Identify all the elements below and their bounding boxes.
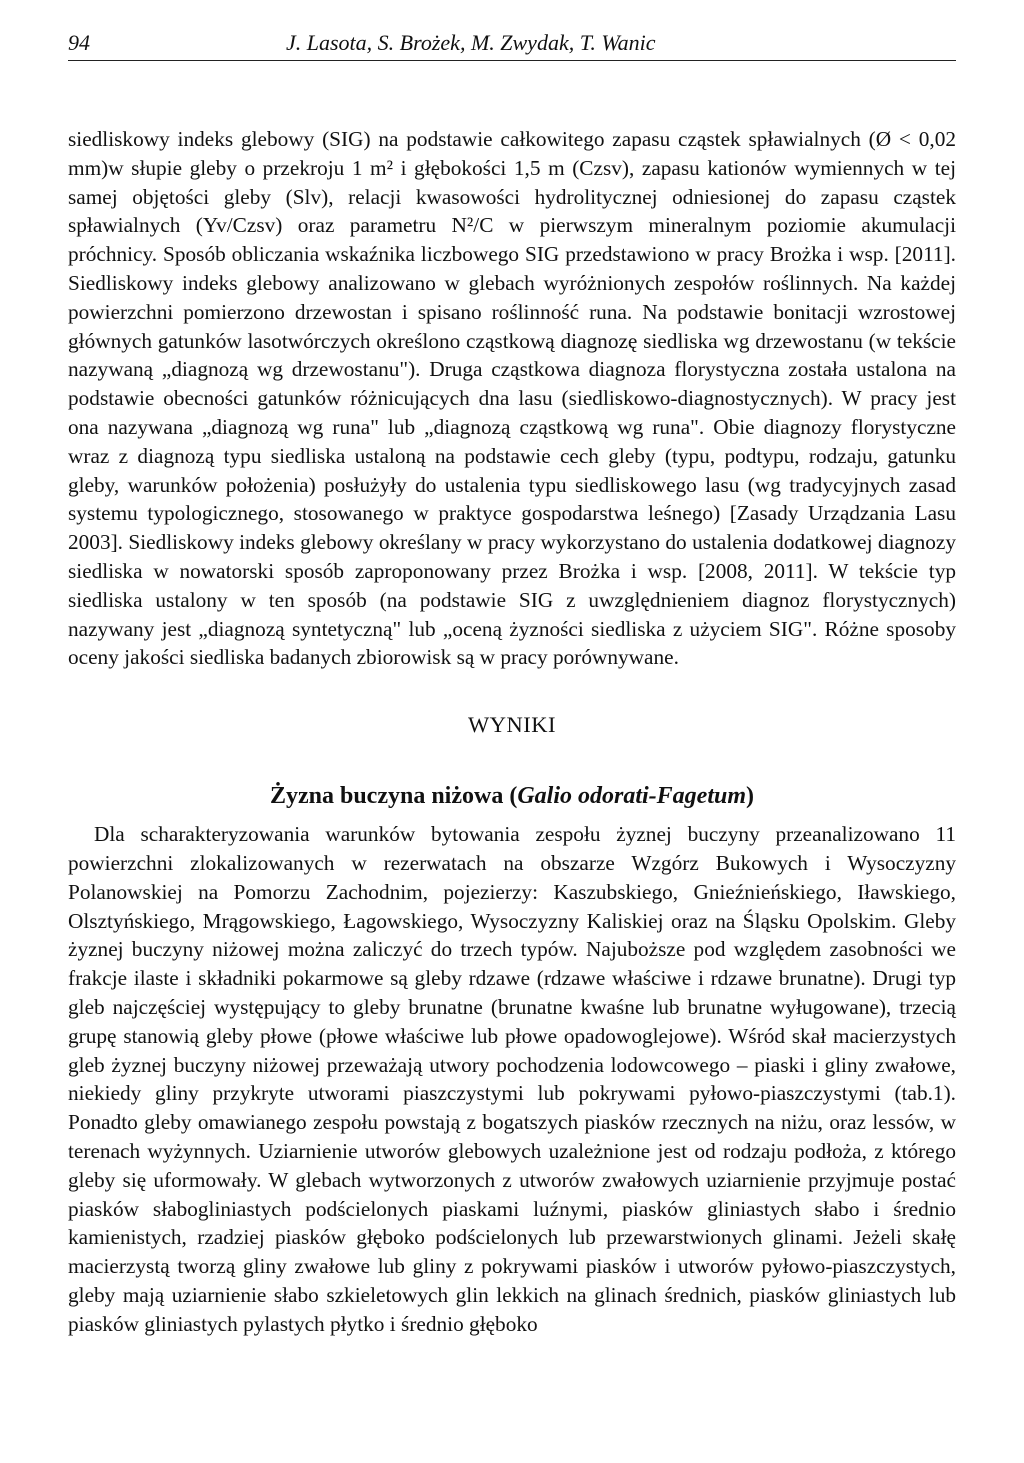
results-paragraph: Dla scharakteryzowania warunków bytowania zespołu żyznej buczyny przeanalizowano 11 powierzchni zlokalizowanych w rezerwatach na obszarze Wzgórz Bukowych i Wysoczyzny Polanowskiej na Pomorzu Zachodnim, pojezierzy: Kaszubskiego, Gnieźnieńskiego, Iławskiego, Olsztyńskiego, Mrągowskiego, Łagowskiego, Wysoczyzny Kaliskiej oraz na Śląsku Opolskim. Gleby żyznej buczyny niżowej można zaliczyć do trzech typów. Najuboższe pod względem zasobności we frakcje ilaste i składniki pokarmowe są gleby rdzawe (rdzawe właściwe i rdzawe brunatne). Drugi typ gleb najczęściej występujący to gleby brunatne (brunatne kwaśne lub brunatne wyługowane), trzecią grupę stanowią gleby płowe (płowe właściwe lub płowe opadowoglejowe). Wśród skał macierzystych gleb żyznej buczyny niżowej przeważają utwory pochodzenia lodowcowego – piaski i gliny zwałowe, niekiedy gliny przykryte utworami piaszczystymi lub pokrywami pyłowo-piaszczystymi (tab.1). Ponadto gleby omawianego zespołu powstają z bogatszych piasków rzecznych na niżu, oraz lessów, w terenach wyżynnych. Uziarnienie utworów glebowych uzależnione jest od rodzaju podłoża, z którego gleby się uformowały. W glebach wytworzonych z utworów zwałowych uziarnienie przyjmuje postać piasków słabogliniastych podścielonych piaskami luźnymi, piasków gliniastych słabo i średnio kamienistych, rzadziej piasków głęboko podścielonych lub przewarstwionych glinami. Jeżeli skałę macierzystą tworzą gliny zwałowe lub gliny z pokrywami piasków i utworów pyłowo-piaszczystych, gleby mają uziarnienie słabo szkieletowych glin lekkich na glinach średnich, piasków gliniastych lub piasków gliniastych pylastych płytko i średnio głęboko: [68, 822, 956, 1336]
subsection-title-suffix: ): [746, 783, 755, 810]
document-page: [68, 26, 956, 1338]
subsection-title-prefix: Żyzna buczyna niżowa (: [269, 783, 518, 810]
subsection-heading: [68, 780, 956, 812]
section-heading: WYNIKI: [468, 712, 556, 738]
subsection-title-latin: Galio odorati-Fagetum: [517, 783, 747, 810]
header-authors: J. Lasota, S. Brożek, M. Zwydak, T. Wanic: [286, 30, 656, 55]
running-header: [68, 26, 956, 61]
page-number: 94: [68, 30, 90, 55]
intro-paragraph: siedliskowy indeks glebowy (SIG) na podstawie całkowitego zapasu cząstek spławialnych (Ø < 0,02 mm)w słupie gleby o przekroju 1 m² i głębokości 1,5 m (Czsv), zapasu kationów wymiennych w tej samej objętości gleby (Slv), relacji kwasowości hydrolitycznej odniesionej do zapasu cząstek spławialnych (Yv/Czsv) oraz parametru N²/C w pierwszym mineralnym poziomie akumulacji próchnicy. Sposób obliczania wskaźnika liczbowego SIG przedstawiono w pracy Brożka i wsp. [2011]. Siedliskowy indeks glebowy analizowano w glebach wyróżnionych zespołów roślinnych. Na każdej powierzchni pomierzono drzewostan i spisano roślinność runa. Na podstawie bonitacji wzrostowej głównych gatunków lasotwórczych określono cząstkową diagnozę siedliska wg drzewostanu (w tekście nazywaną „diagnozą wg drzewostanu"). Druga cząstkowa diagnoza florystyczna została ustalona na podstawie obecności gatunków różnicujących dna lasu (siedliskowo-diagnostycznych). W pracy jest ona nazywana „diagnozą wg runa" lub „diagnozą cząstkową wg runa". Obie diagnozy florystyczne wraz z diagnozą typu siedliska ustaloną na podstawie cech gleby (typu, podtypu, rodzaju, gatunku gleby, warunków położenia) posłużyły do ustalenia typu siedliskowego lasu (wg tradycyjnych zasad systemu typologicznego, stosowanego w praktyce gospodarstwa leśnego) [Zasady Urządzania Lasu 2003]. Siedliskowy indeks glebowy określany w pracy wykorzystano do ustalenia dodatkowej diagnozy siedliska w nowatorski sposób zaproponowany przez Brożka i wsp. [2008, 2011]. W tekście typ siedliska ustalony w ten sposób (na podstawie SIG z uwzględnieniem diagnoz florystycznych) nazywany jest „diagnozą syntetyczną" lub „oceną żyzności siedliska z użyciem SIG". Różne sposoby oceny jakości siedliska badanych zbiorowisk są w pracy porównywane.: [68, 127, 956, 670]
